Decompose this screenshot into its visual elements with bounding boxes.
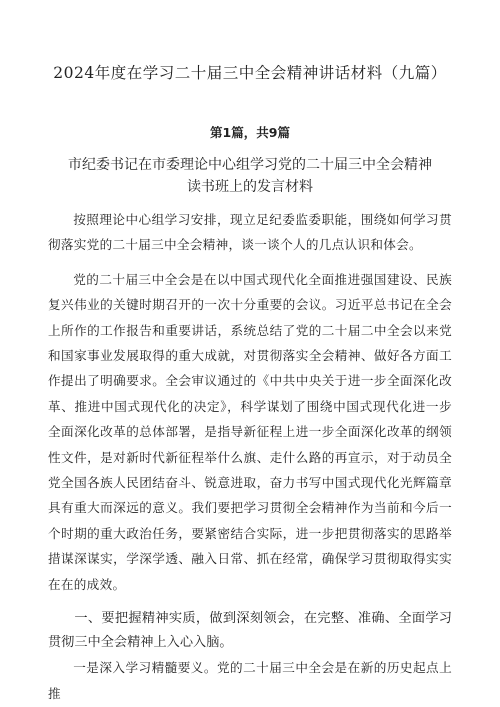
- section-heading: 一、要把握精神实质，做到深刻领会，在完整、准确、全面学习贯彻三中全会精神上入心入脑。: [48, 611, 452, 651]
- speech-title: 市纪委书记在市委理论中心组学习党的二十届三中全会精神读书班上的发言材料: [68, 157, 432, 195]
- document-title: 2024年度在学习二十届三中全会精神讲话材料（九篇）: [53, 64, 447, 82]
- part-label: 第1篇，共9篇: [210, 125, 290, 140]
- intro-paragraph: 按照理论中心组学习安排，现立足纪委监委职能，围绕如何学习贯彻落实党的二十届三中全会精神，谈一谈个人的几点认识和体会。: [48, 212, 452, 253]
- body-paragraph-continued: 一是深入学习精髓要义。党的二十届三中全会是在新的历史起点上推: [48, 660, 452, 701]
- body-paragraph: 党的二十届三中全会是在以中国式现代化全面推进强国建设、民族复兴伟业的关键时期召开的一次十分重要的会议。习近平总书记在全会上所作的工作报告和重要讲话，系统总结了党的二十届二中全会以来党和国家事业发展取得的重大成就，对贯彻落实全会精神、做好各方面工作提出了明确要求。全会审议通过的《中共中央关于进一步全面深化改革、推进中国式现代化的决定》，科学谋划了围绕中国式现代化进一步全面深化改革的总体部署，是指导新征程上进一步全面深化改革的纲领性文件，是对新时代新征程举什么旗、走什么路的再宣示，对于动员全党全国各族人民团结奋斗、锐意进取，奋力书写中国式现代化光辉篇章具有重大而深远的意义。我们要把学习贯彻全会精神作为当前和今后一个时期的重大政治任务，要紧密结合实际，进一步把贯彻落实的思路举措谋深谋实，学深学透、融入日常、抓在经常，确保学习贯彻取得实实在在的成效。: [48, 271, 452, 592]
